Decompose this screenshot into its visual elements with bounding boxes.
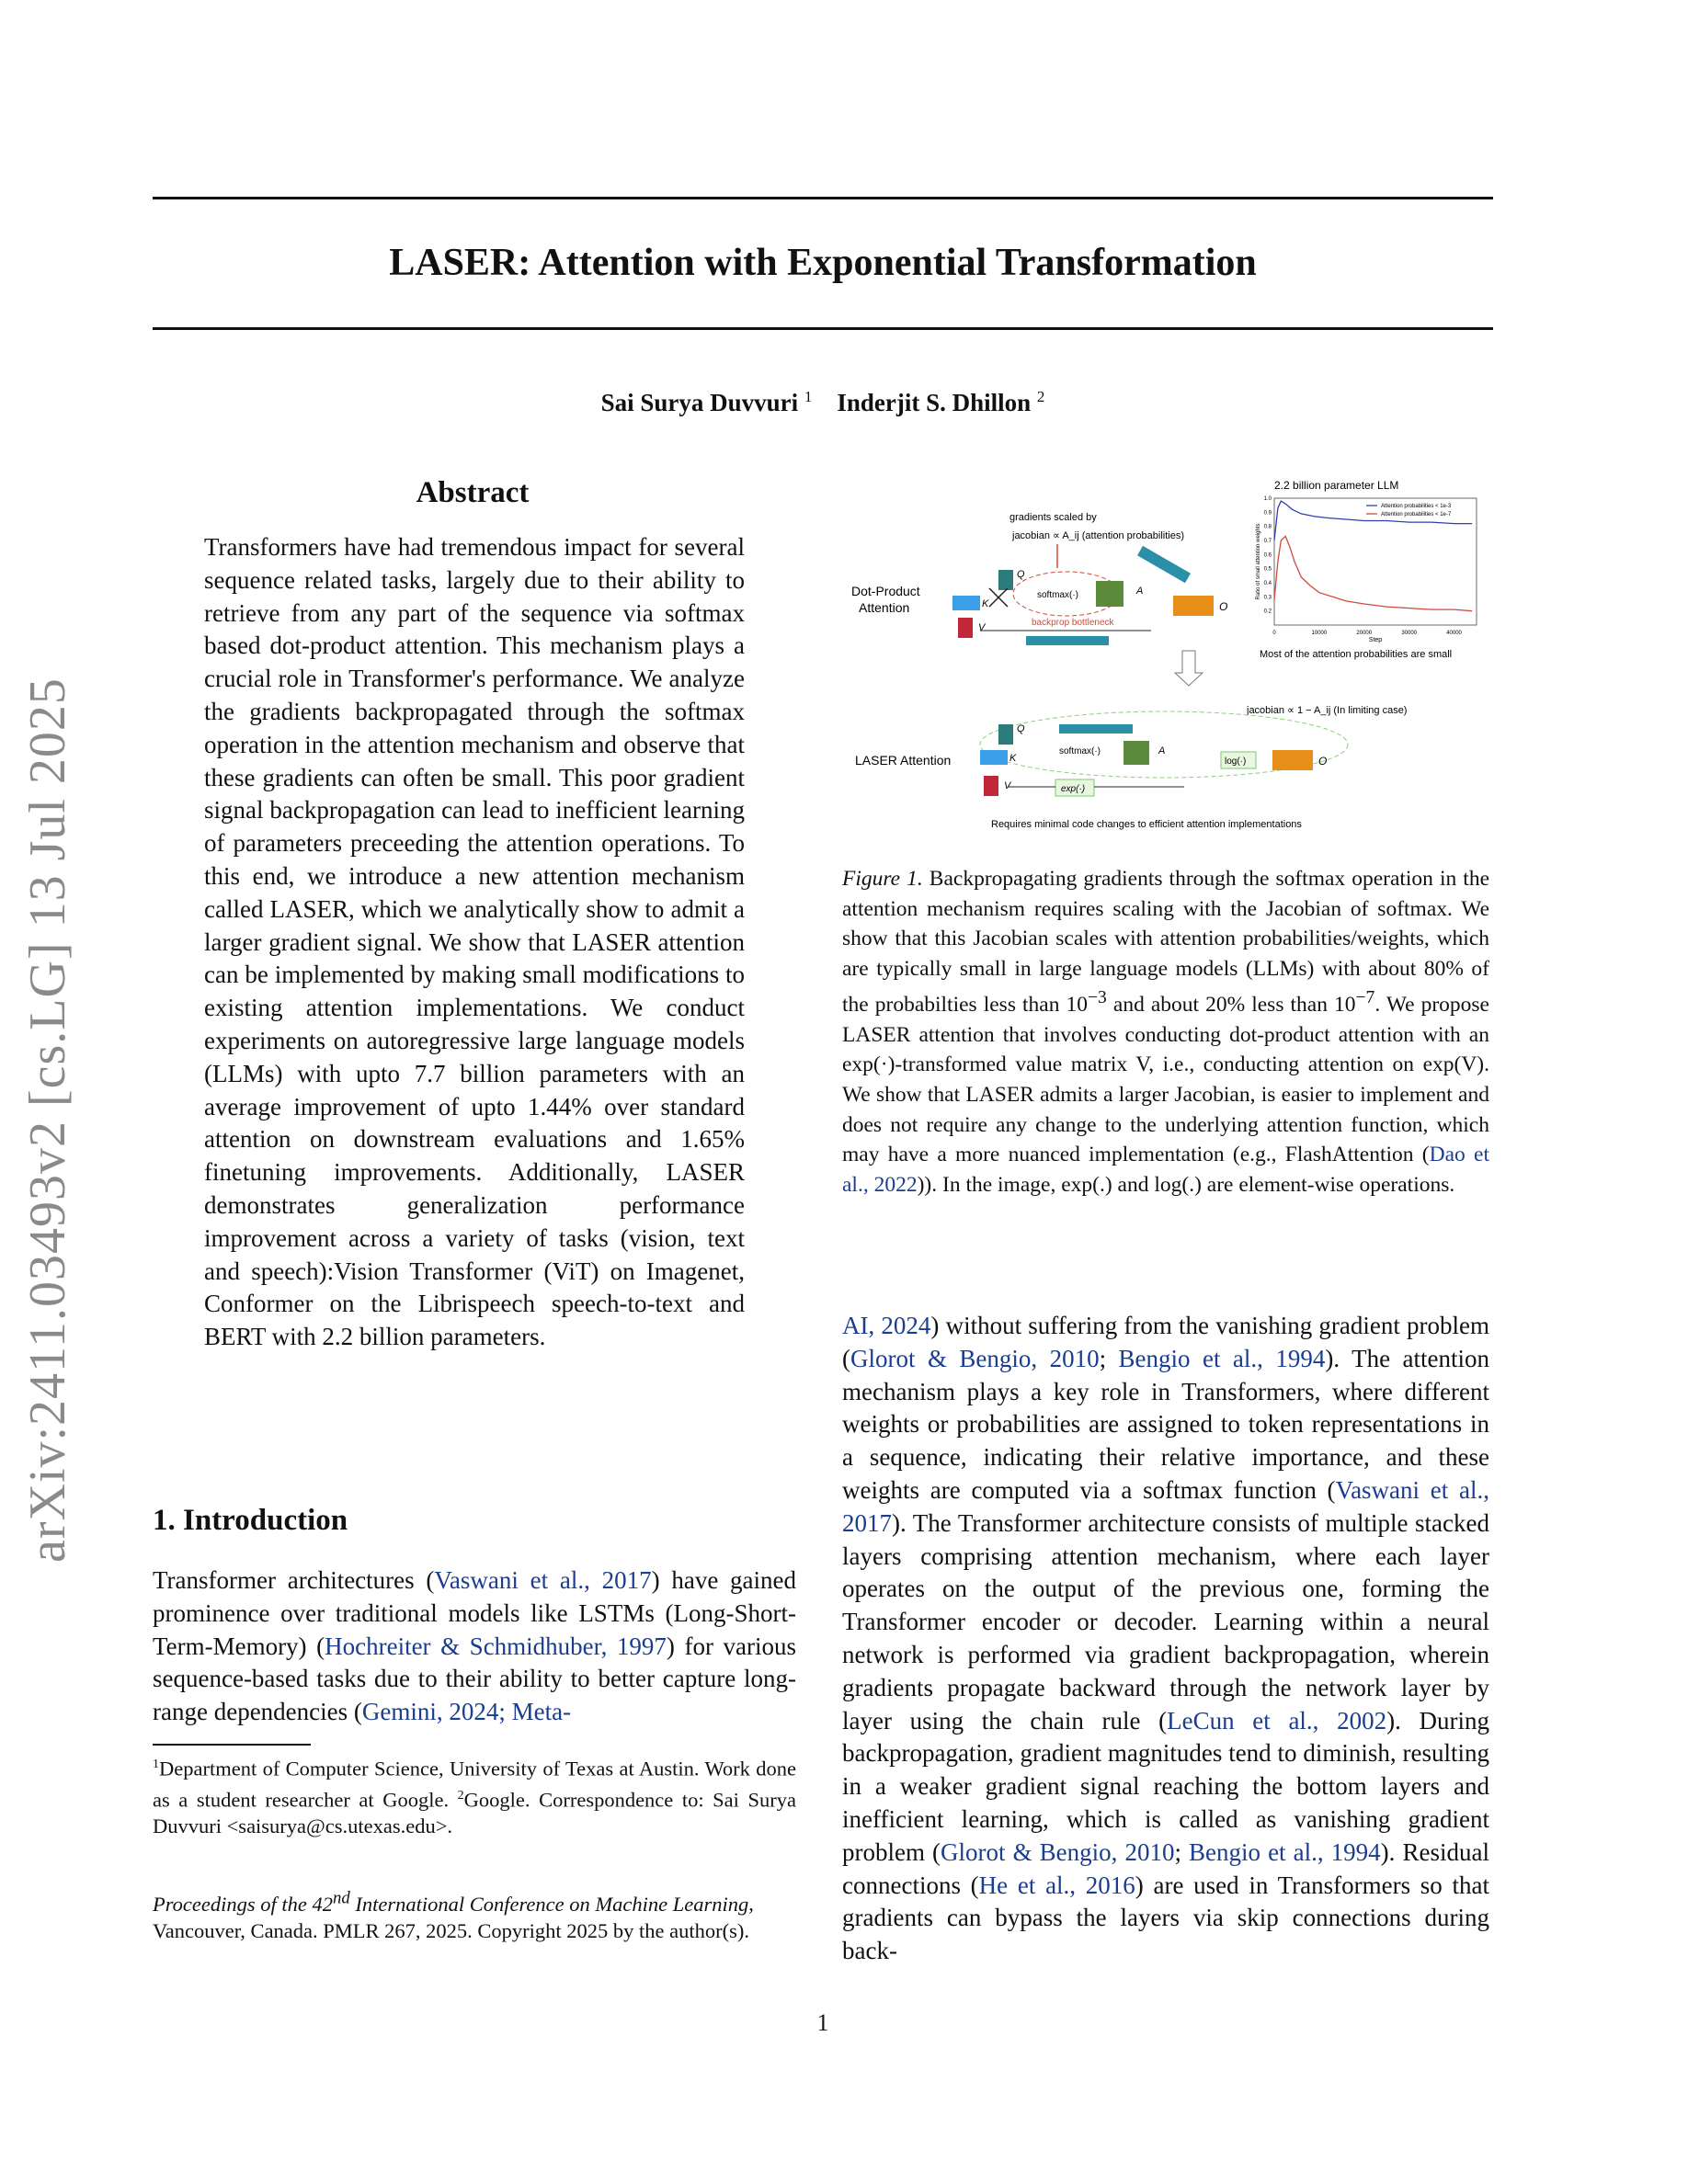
x-tick-label: 0	[1272, 631, 1276, 636]
q-matrix	[998, 724, 1013, 745]
q-matrix	[998, 570, 1013, 590]
x-tick-label: 30000	[1401, 631, 1418, 636]
laser-label: LASER Attention	[855, 753, 952, 768]
k-matrix	[980, 750, 1008, 765]
x-tick-label: 20000	[1356, 631, 1373, 636]
attention-matrix	[1096, 581, 1123, 607]
figure-1-caption: Figure 1. Backpropagating gradients through the softmax operation in the attention mechanism requires scaling with the Jacobian of softmax. We show that this Jacobian scales with attention probabilities/weights, which are typically small in large language models (LLMs) with about 80% of the probabilties less than $10^{-3}$ and about 20% less than $10^{-7}$. We propose LASER attention that involves conducting dot-product attention with an exp(·)-transformed value matrix V, i.e., conducting attention on exp(V). We show that LASER admits a larger Jacobian, is easier to implement and does not require any change to the underlying attention function, which may have a more nuanced implementation (e.g., FlashAttention (Dao et al., 2022)). In the image, exp(.) and log(.) are element-wise operations.	[842, 867, 1489, 1197]
v-symbol: V	[1004, 780, 1011, 791]
arxiv-identifier: arXiv:2411.03493v2 [cs.LG] 13 Jul 2025	[19, 677, 76, 1563]
citation-link[interactable]: LeCun et al., 2002	[1167, 1706, 1387, 1735]
v-matrix	[958, 618, 973, 638]
q-symbol: Q	[1017, 723, 1025, 734]
author-affiliation-mark: 2	[1036, 388, 1045, 405]
y-tick-label: 0.5	[1263, 566, 1272, 573]
requires-note: Requires minimal code changes to efficient attention implementations	[991, 819, 1302, 830]
figure-label: Figure 1.	[842, 867, 923, 891]
citation-link[interactable]: Gemini, 2024; Meta-	[361, 1698, 572, 1726]
jacobian-bottom-note: jacobian ∝ 1 − A_ij (In limiting case)	[1247, 705, 1408, 716]
x-tick-label: 40000	[1446, 631, 1462, 636]
section-heading-introduction: 1. Introduction	[153, 1504, 348, 1537]
a-symbol: A	[1136, 586, 1144, 597]
y-tick-label: 0.7	[1263, 539, 1272, 544]
y-tick-label: 0.2	[1263, 609, 1272, 615]
y-tick-label: 0.6	[1263, 552, 1272, 559]
output-matrix	[1173, 596, 1214, 616]
q-symbol: Q	[1017, 569, 1025, 580]
author-name: Sai Surya Duvvuri	[600, 389, 799, 416]
o-symbol: O	[1318, 755, 1328, 768]
exp-label: exp(·)	[1061, 784, 1086, 794]
x-tick-label: 10000	[1311, 631, 1328, 636]
k-matrix	[952, 596, 980, 610]
citation-link[interactable]: Glorot & Bengio, 2010	[941, 1837, 1175, 1866]
footnote: $^1$Department of Computer Science, University of Texas at Austin. Work done as a student researcher at Google. $^2$Google. Correspondence to: Sai Surya Duvvuri <saisurya@cs.utexas.edu>.	[153, 1757, 796, 1837]
small-prob-note: Most of the attention probabilities are small	[1260, 649, 1453, 660]
transform-arrow-icon	[1175, 651, 1203, 686]
log-label: log(·)	[1225, 756, 1247, 767]
footnote-rule	[153, 1744, 311, 1746]
y-axis-label: Ratio of small attention weights	[1256, 523, 1261, 600]
citation-link[interactable]: Bengio et al., 1994	[1118, 1344, 1326, 1372]
abstract-text: Transformers have had tremendous impact for several sequence related tasks, largely due to their ability to retrieve from any part of the sequence via softmax based dot-product attention. This mechanism plays a crucial role in Transformer's performance. We analyze the gradients backpropagated through the softmax operation in the attention mechanism and observe that these gradients can often be small. This poor gradient signal backpropagation can lead to inefficient learning of parameters preceeding the attention operations. To this end, we introduce a new attention mechanism called LASER, which we analytically show to admit a larger gradient signal. We show that LASER attention can be implemented by making small modifications to existing attention implementations. We conduct experiments on autoregressive large language models (LLMs) with upto 7.7 billion parameters with an average improvement of upto 1.44% over standard attention on downstream evaluations and 1.65% finetuning improvements. Additionally, LASER demonstrates generalization performance improvement across a variety of tasks (vision, text and speech):Vision Transformer (ViT) on Imagenet, Conformer on the Librispeech speech-to-text and BERT with 2.2 billion parameters.	[204, 533, 745, 1351]
legend-entry: Attention probabilities < 1e-7	[1381, 512, 1452, 518]
y-tick-label: 0.8	[1263, 524, 1272, 530]
o-symbol: O	[1219, 600, 1228, 613]
citation-link[interactable]: AI, 2024	[842, 1312, 931, 1339]
intro-paragraph-left: Transformer architectures (Vaswani et al., 2017) have gained prominence over traditional models like LSTMs (Long-Short-Term-Memory) (Hochreiter & Schmidhuber, 1997) for various sequence-based tasks due to their ability to better capture long-range dependencies (Gemini, 2024; Meta-	[153, 1566, 797, 1726]
page-number: 1	[816, 2009, 829, 2036]
intro-paragraph-right: AI, 2024) without suffering from the vanishing gradient problem (Glorot & Bengio, 2010; Bengio et al., 1994). The attention mechanism plays a key role in Transformers, where different weights or probabilities are assigned to token representations in a sequence, indicating their relative importance, and these weights are computed via a softmax function (Vaswani et al., 2017). The Transformer architecture consists of multiple stacked layers comprising attention mechanism, where each layer operates on the output of the previous one, forming the Transformer encoder or decoder. Learning within a neural network is performed via gradient backpropagation, wherein gradients propagate backward through the network layer by layer using the chain rule (LeCun et al., 2002). During backpropagation, gradient magnitudes tend to diminish, resulting in a weaker gradient signal reaching the bottom layers and inefficient learning, which is called as vanishing gradient problem (Glorot & Bengio, 2010; Bengio et al., 1994). Residual connections (He et al., 2016) are used in Transformers so that gradients can bypass the layers via skip connections during back-	[842, 1312, 1490, 1965]
figure-1-diagram	[842, 478, 1489, 836]
citation-link[interactable]: Bengio et al., 1994	[1189, 1837, 1381, 1866]
author-name: Inderjit S. Dhillon	[837, 389, 1032, 416]
k-symbol: K	[1009, 753, 1017, 764]
output-matrix	[1272, 750, 1313, 770]
citation-link[interactable]: Vaswani et al., 2017	[842, 1475, 1490, 1537]
softmax-label: softmax(·)	[1059, 746, 1101, 756]
gradients-note: gradients scaled by	[1009, 512, 1097, 523]
jacobian-top-note: jacobian ∝ A_ij (attention probabilities)	[1012, 530, 1185, 541]
backprop-bottleneck-label: backprop bottleneck	[1032, 618, 1114, 628]
citation-link[interactable]: Vaswani et al., 2017	[434, 1566, 652, 1594]
citation-link[interactable]: He et al., 2016	[978, 1871, 1135, 1899]
abstract-heading: Abstract	[416, 476, 530, 509]
attention-ratio-chart	[1256, 496, 1477, 643]
citation-link[interactable]: Glorot & Bengio, 2010	[850, 1344, 1100, 1372]
chart-title: 2.2 billion parameter LLM	[1274, 479, 1399, 492]
author-list	[153, 388, 1493, 417]
gradient-arrow-block	[1137, 546, 1191, 583]
gradient-arrow-block	[1059, 724, 1133, 734]
a-symbol: A	[1158, 745, 1166, 756]
attention-matrix	[1123, 741, 1149, 765]
v-symbol: V	[978, 622, 986, 633]
y-tick-label: 1.0	[1263, 496, 1272, 502]
y-tick-label: 0.9	[1263, 510, 1272, 517]
citation-link[interactable]: Hochreiter & Schmidhuber, 1997	[325, 1632, 667, 1660]
dot-product-label: Dot-Product	[851, 584, 920, 598]
title-rule-bottom	[153, 327, 1493, 330]
citation-link[interactable]: Dao et al., 2022	[842, 1143, 1489, 1197]
title-rule-top	[153, 197, 1493, 199]
y-tick-label: 0.4	[1263, 581, 1272, 586]
y-tick-label: 0.3	[1263, 595, 1272, 601]
author-affiliation-mark: 1	[804, 388, 813, 405]
dot-product-label: Attention	[859, 600, 910, 615]
x-axis-label: Step	[1368, 637, 1383, 643]
softmax-label: softmax(·)	[1037, 590, 1078, 600]
legend-entry: Attention probabilities < 1e-3	[1381, 504, 1452, 509]
proceedings-note: Proceedings of the 42nd International Conference on Machine Learning, Vancouver, Canada. PMLR 267, 2025. Copyright 2025 by the author(s).	[153, 1888, 754, 1942]
paper-title: LASER: Attention with Exponential Transformation	[389, 242, 1257, 284]
v-matrix	[984, 776, 998, 796]
gradient-arrow-block	[1026, 636, 1109, 645]
k-symbol: K	[982, 598, 989, 609]
